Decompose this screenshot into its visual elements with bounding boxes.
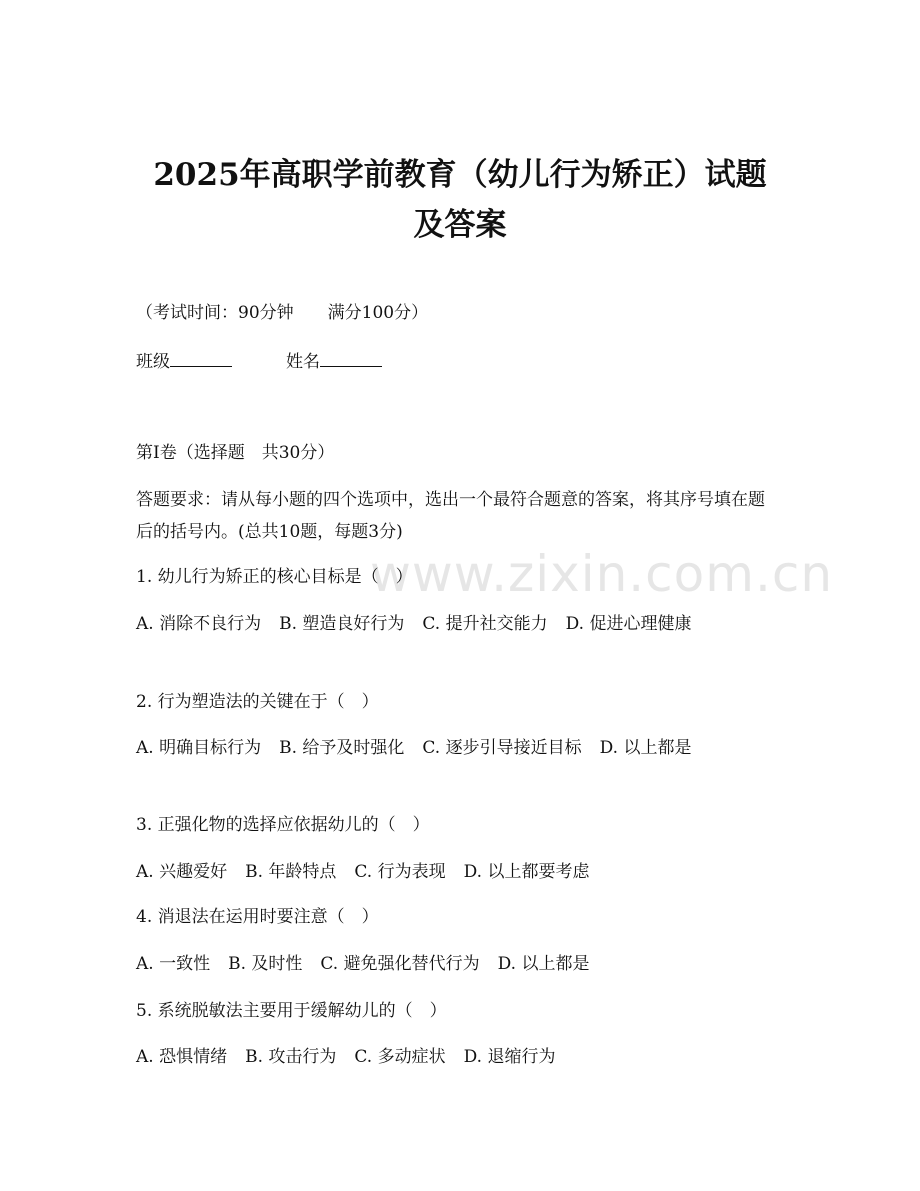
class-label: 班级 — [136, 352, 170, 372]
question-options — [136, 856, 776, 888]
option-a: A. 一致性 — [136, 954, 211, 974]
option-a: A. 恐惧情绪 — [136, 1047, 228, 1067]
option-a: A. 兴趣爱好 — [136, 862, 228, 882]
question-stem: 1. 幼儿行为矫正的核心目标是（ ） — [136, 567, 413, 587]
option-c: C. 避免强化替代行为 — [320, 954, 480, 974]
option-d: D. 以上都是 — [497, 954, 590, 974]
option-c: C. 行为表现 — [354, 862, 446, 882]
question-stem: 5. 系统脱敏法主要用于缓解幼儿的（ ） — [136, 1001, 447, 1021]
option-d: D. 以上都要考虑 — [463, 862, 590, 882]
student-info-row — [136, 346, 382, 378]
question-options — [136, 732, 776, 764]
question-stem: 3. 正强化物的选择应依据幼儿的（ ） — [136, 815, 430, 835]
name-blank[interactable] — [320, 348, 382, 367]
option-d: D. 退缩行为 — [463, 1047, 556, 1067]
question-options — [136, 948, 776, 980]
watermark: www.zixin.com.cn — [370, 545, 834, 603]
option-d: D. 促进心理健康 — [565, 614, 692, 634]
option-c: C. 逐步引导接近目标 — [422, 738, 582, 758]
question-options — [136, 1041, 776, 1073]
option-c: C. 提升社交能力 — [422, 614, 548, 634]
option-b: B. 年龄特点 — [245, 862, 337, 882]
option-b: B. 给予及时强化 — [279, 738, 405, 758]
question-options — [136, 608, 776, 640]
option-a: A. 消除不良行为 — [136, 614, 262, 634]
title-line-1: 2025年高职学前教育（幼儿行为矫正）试题 — [153, 157, 767, 193]
section-title: 第Ⅰ卷（选择题 共30分） — [136, 443, 335, 463]
question-stem: 4. 消退法在运用时要注意（ ） — [136, 907, 379, 927]
instructions: 答题要求：请从每小题的四个选项中，选出一个最符合题意的答案，将其序号填在题后的括号内。(总共10题，每题3分) — [136, 490, 765, 542]
title-line-2: 及答案 — [413, 207, 507, 243]
option-c: C. 多动症状 — [354, 1047, 446, 1067]
option-b: B. 攻击行为 — [245, 1047, 337, 1067]
document-title — [60, 150, 860, 250]
option-b: B. 塑造良好行为 — [279, 614, 405, 634]
option-d: D. 以上都是 — [599, 738, 692, 758]
option-a: A. 明确目标行为 — [136, 738, 262, 758]
option-b: B. 及时性 — [228, 954, 303, 974]
class-blank[interactable] — [170, 348, 232, 367]
exam-info: （考试时间：90分钟 满分100分） — [136, 303, 429, 323]
name-label: 姓名 — [286, 352, 320, 372]
question-stem: 2. 行为塑造法的关键在于（ ） — [136, 692, 379, 712]
